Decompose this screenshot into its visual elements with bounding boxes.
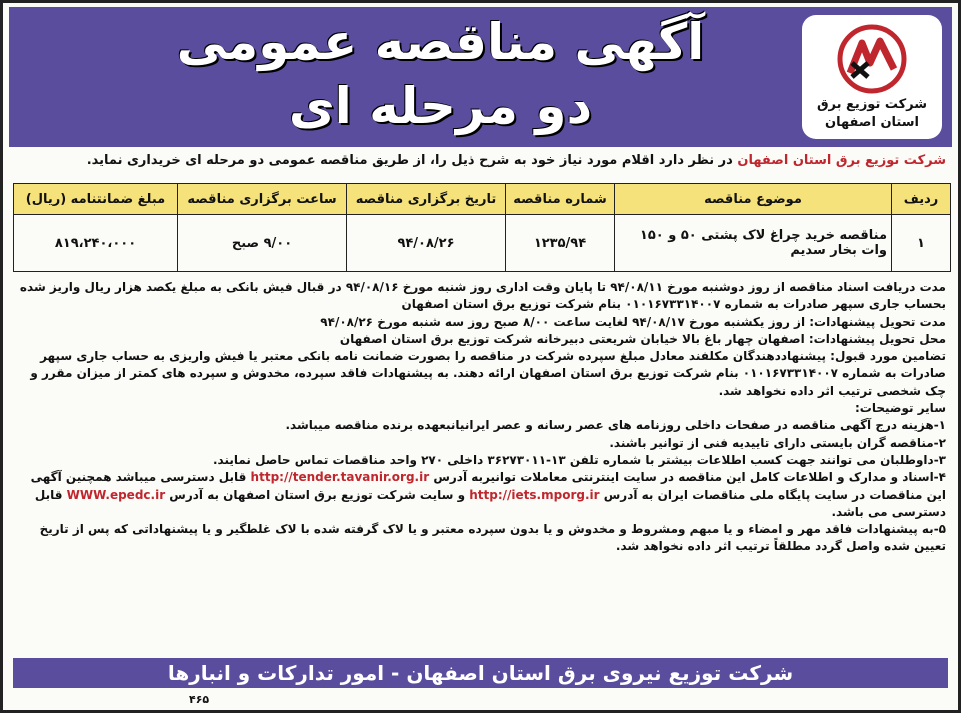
other-notes-heading: سایر توضیحات: [855, 401, 946, 416]
header-date: تاریخ برگزاری مناقصه [347, 184, 506, 215]
title-line-2: دو مرحله ای [288, 77, 593, 135]
table-header-row [14, 184, 951, 215]
note-4-part-a: ۴-اسناد و مدارک و اطلاعات کامل این مناقصه در سایت اینترنتی معاملات توانیربه آدرس [429, 470, 946, 485]
submission-period: مدت تحویل پیشنهادات: از روز یکشنبه مورخ ۹۴/۰۸/۱۷ لغایت ساعت ۸/۰۰ صبح روز سه شنبه مورخ ۹۴/۰۸/۲۶ [320, 314, 946, 329]
note-4-part-c: و سایت شرکت توزیع برق استان اصفهان به آدرس [165, 487, 470, 502]
cell-subject: مناقصه خرید چراغ لاک پشتی ۵۰ و ۱۵۰ وات بخار سدیم [615, 215, 892, 272]
header-time: ساعت برگزاری مناقصه [178, 184, 347, 215]
note-1: ۱-هزینه درج آگهی مناقصه در صفحات داخلی روزنامه های عصر رسانه و عصر ایرانیانبعهده برنده مناقصه میباشد. [285, 418, 946, 433]
tender-table [13, 183, 951, 272]
header-banner [9, 7, 952, 147]
header-guarantee: مبلغ ضمانتنامه (ریال) [14, 184, 178, 215]
logo-province: استان اصفهان [825, 115, 919, 130]
logo-company-name: شرکت توزیع برق [816, 97, 928, 112]
header-row-number: ردیف [892, 184, 951, 215]
ad-code: ۴۶۵ [189, 693, 210, 706]
cell-time: ۹/۰۰ صبح [178, 215, 347, 272]
note-2: ۲-مناقصه گران بایستی دارای تاییدیه فنی از توانیر باشند. [609, 435, 946, 450]
epedc-link[interactable]: WWW.epedc.ir [66, 487, 166, 502]
notice-body [15, 279, 946, 556]
cell-date: ۹۴/۰۸/۲۶ [347, 215, 506, 272]
note-4-part-d: قابل دسترسی می باشد. [34, 487, 946, 519]
guarantee-terms: تضامین مورد قبول: پیشنهاددهندگان مکلفند معادل مبلغ سپرده شرکت در مناقصه را بصورت ضمانت نامه بانکی معتبر یا فیش واریزی به حساب جاری سپهر صادرات به شماره ۰۱۰۱۶۷۳۳۱۴۰۰۷ بنام شرکت توزیع برق استان اصفهان ارائه دهند. به پیشنهادات فاقد سپرده، مخدوش و سپرده های کمتر از میزان مقرر و چک شخصی ترتیب اثر داده نخواهد شد. [30, 349, 946, 398]
note-4 [15, 469, 946, 521]
intro-line [15, 153, 946, 168]
document-period: مدت دریافت اسناد مناقصه از روز دوشنبه مورخ ۹۴/۰۸/۱۱ تا پایان وقت اداری روز شنبه مورخ ۹۴/۰۸/۱۶ در قبال فیش بانکی به مبلغ یکصد هزار ریال واریز شده بحساب جاری سپهر صادرات به شماره ۰۱۰۱۶۷۳۳۱۴۰۰۷ بنام شرکت توزیع برق استان اصفهان [19, 280, 946, 312]
cell-tender-number: ۱۲۳۵/۹۴ [506, 215, 615, 272]
footer-banner: شرکت توزیع نیروی برق استان اصفهان - امور تدارکات و انبارها [13, 658, 948, 688]
tender-tavanir-link[interactable]: http://tender.tavanir.org.ir [250, 470, 430, 485]
cell-guarantee: ۸۱۹،۲۴۰،۰۰۰ [14, 215, 178, 272]
iets-mporg-link[interactable]: http://iets.mporg.ir [469, 487, 600, 502]
company-logo [802, 15, 942, 139]
header-tender-number: شماره مناقصه [506, 184, 615, 215]
intro-company: شرکت توزیع برق استان اصفهان [737, 153, 946, 168]
header-subject: موضوع مناقصه [615, 184, 892, 215]
cell-row-number: ۱ [892, 215, 951, 272]
note-4-part-b: قابل دسترسی میباشد همچنین آگهی این مناقصات در سایت پایگاه ملی مناقصات ایران به آدرس [30, 470, 946, 502]
submission-place: محل تحویل پیشنهادات: اصفهان چهار باغ بالا خیابان شریعتی دبیرخانه شرکت توزیع برق استان اصفهان [339, 331, 946, 346]
note-3: ۳-داوطلبان می توانند جهت کسب اطلاعات بیشتر با شماره تلفن ۱۳-۳۶۲۷۳۰۱۱ داخلی ۲۷۰ واحد مناقصات تماس حاصل نمایند. [212, 452, 946, 467]
title-line-1: آگهی مناقصه عمومی [176, 13, 705, 71]
intro-text: در نظر دارد اقلام مورد نیاز خود به شرح ذیل را، از طریق مناقصه عمومی دو مرحله ای خریداری نماید. [86, 153, 738, 168]
lightning-logo-icon [832, 23, 912, 95]
note-5: ۵-به پیشنهادات فاقد مهر و امضاء و یا مبهم ومشروط و مخدوش و یا بدون سپرده معتبر و یا لاک گرفته شده با لاک غلطگیر و یا پیشنهاداتی که پس از تاریخ تعیین شده واصل گردد مطلقاً ترتیب اثر داده نخواهد شد. [39, 522, 946, 554]
table-row [14, 215, 951, 272]
